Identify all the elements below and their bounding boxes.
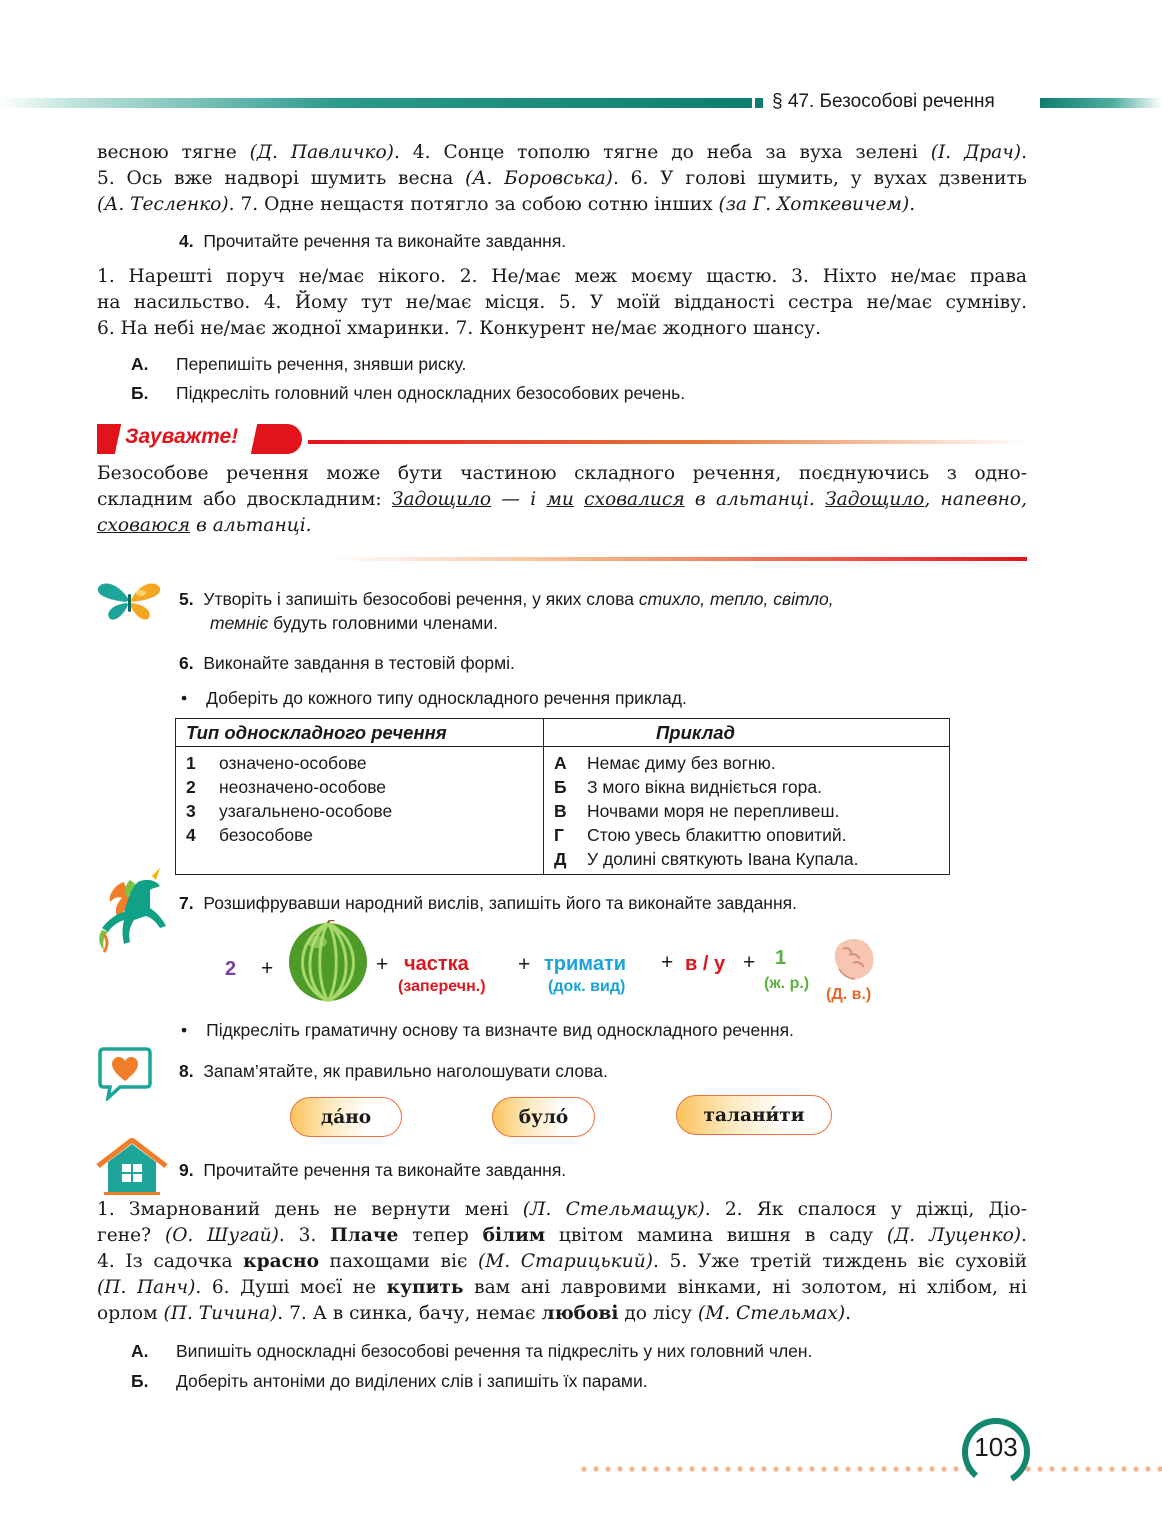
text-run: на насильство. 4. Йому тут не/має місця. 5. У моїй відданості сестра не/має сумніву. (97, 292, 1027, 313)
type-key: 4 (186, 825, 196, 845)
italic-run: — і (491, 489, 547, 510)
puzzle-number-2: 2 (225, 958, 237, 980)
text-run: . 6. Душі моєї не (195, 1277, 387, 1298)
type-key: 2 (186, 777, 196, 797)
underlined-word: сховалися (584, 489, 685, 510)
text-line (97, 166, 1027, 192)
text-line (97, 316, 1027, 342)
bold-word: купить (386, 1277, 464, 1298)
text-line (97, 1223, 1027, 1249)
example-row (554, 799, 949, 823)
text-run: . 3. (278, 1225, 331, 1246)
bold-word: Плаче (330, 1225, 399, 1246)
text-run: весною тягне (97, 142, 250, 163)
task-9-a-letter: А. (131, 1341, 149, 1361)
heart-chat-icon (96, 1047, 154, 1105)
task-9-a-text: Випишіть односкладні безособові речення та підкресліть у них головний член. (176, 1341, 813, 1361)
puzzle-plus: + (661, 951, 674, 974)
italic-run: (А. Боровська) (465, 168, 613, 189)
italic-run: (І. Драч) (930, 142, 1022, 163)
text-run: . 2. Як спалося у діжці, Діо- (704, 1199, 1027, 1220)
header-bar-left (0, 98, 752, 108)
text-run: . 7. Одне нещастя потягло за собою сотню інших (228, 194, 719, 215)
task-9-sentences (97, 1197, 1027, 1327)
italic-run: (А. Тесленко) (97, 194, 229, 215)
text-line (97, 487, 1027, 513)
example-value: У долині святкують Івана Купала. (587, 849, 859, 869)
underlined-word: Задощило (391, 489, 492, 510)
text-run: 1. Нарешті поруч не/має нікого. 2. Не/має меж моєму щастю. 3. Ніхто не/має права (97, 266, 1027, 287)
unicorn-icon (94, 868, 174, 958)
types-table (175, 718, 950, 875)
italic-run: в альтанці. (684, 489, 826, 510)
text-line (97, 513, 1027, 539)
underlined-word: Задощило (825, 489, 925, 510)
page-number: 103 (974, 1432, 1018, 1462)
fist-icon (829, 935, 877, 987)
note-text (97, 461, 1027, 539)
type-row (186, 799, 543, 823)
text-run: . (845, 1303, 852, 1324)
puzzle-trymaty-note: (док. вид) (548, 978, 626, 995)
bold-word: білим (482, 1225, 546, 1246)
bold-word: красно (243, 1251, 319, 1272)
task-6-instruction: 6. Виконайте завдання в тестовій формі. (179, 653, 515, 673)
section-title: § 47. Безособові речення (772, 91, 995, 112)
text-run: Безособове речення може бути частиною складного речення, поєднуючись з одно- (97, 463, 1027, 484)
italic-run: (М. Стельмах) (697, 1303, 846, 1324)
house-icon (96, 1138, 168, 1200)
type-row (186, 775, 543, 799)
text-run: . (909, 194, 916, 215)
type-row (186, 751, 543, 775)
intro-paragraph (97, 140, 1027, 218)
italic-run: (О. Шугай) (164, 1225, 279, 1246)
note-divider-bottom (330, 557, 1027, 561)
puzzle-number-1: 1 (775, 947, 787, 969)
example-value: З мого вікна видніється гора. (587, 777, 822, 797)
stress-word-dano: да́но (290, 1097, 402, 1137)
task-5-instruction: 5. Утворіть і запишіть безособові речення, у яких слова стихло, тепло, світло, темніє будуть головними членами. (179, 589, 834, 633)
example-key: А (554, 753, 567, 773)
italic-run: (М. Старицький) (477, 1251, 653, 1272)
example-key: Б (554, 777, 567, 797)
example-row (554, 751, 949, 775)
text-line (97, 1275, 1027, 1301)
header-square (755, 98, 763, 108)
text-run: . 4. Сонце тополю тягне до неба за вуха зелені (393, 142, 931, 163)
task-9-instruction: 9. Прочитайте речення та виконайте завдання. (179, 1160, 567, 1180)
puzzle-plus: + (518, 953, 531, 976)
task-9-b-text: Доберіть антоніми до виділених слів і запишіть їх парами. (176, 1371, 648, 1391)
note-label: Зауважте! (125, 425, 239, 448)
example-value: Стою увесь блакиттю оповитий. (587, 825, 847, 845)
example-row (554, 775, 949, 799)
italic-run: (Д. Павличко) (249, 142, 394, 163)
italic-run: в альтанці. (190, 515, 312, 536)
text-run: до лісу (618, 1303, 698, 1324)
text-run: гене? (97, 1225, 165, 1246)
text-run: 5. Ось вже надворі шумить весна (97, 168, 466, 189)
italic-run: (Д. Луценко) (886, 1225, 1022, 1246)
text-line (97, 192, 1027, 218)
table-header-example: Приклад (656, 722, 735, 743)
example-value: Немає диму без вогню. (587, 753, 776, 773)
italic-run: (за Г. Хоткевичем) (718, 194, 910, 215)
puzzle-chastka-note: (заперечн.) (398, 978, 486, 995)
puzzle-trymaty: тримати (544, 953, 627, 975)
task-4-a-letter: А. (131, 354, 149, 374)
text-run: 1. Змарнований день не вернути мені (97, 1199, 523, 1220)
header-bar-right (1040, 98, 1162, 108)
task-8-instruction: 8. Запам’ятайте, як правильно наголошувати слова. (179, 1061, 608, 1081)
italic-run (574, 489, 584, 510)
task-4-sentences (97, 264, 1027, 342)
text-run: орлом (97, 1303, 164, 1324)
task-4-instruction: 4. Прочитайте речення та виконайте завдання. (179, 231, 567, 251)
table-examples-column (544, 747, 949, 874)
italic-run: (Л. Стельмащук) (522, 1199, 705, 1220)
text-run: пахощами віє (318, 1251, 478, 1272)
task-7-instruction: 7. Розшифрувавши народний вислів, запишіть його та виконайте завдання. (179, 893, 797, 913)
puzzle-plus: + (376, 953, 389, 976)
example-value: Ночвами моря не перепливеш. (587, 801, 840, 821)
task-6-bullet: • Доберіть до кожного типу односкладного речення приклад. (181, 688, 687, 708)
text-line (97, 140, 1027, 166)
type-row (186, 823, 543, 847)
note-divider-top (308, 440, 1028, 444)
text-line (97, 1197, 1027, 1223)
type-value: узагальнено-особове (219, 801, 393, 821)
puzzle-v-u: в / у (685, 953, 726, 975)
text-run: тепер (398, 1225, 483, 1246)
text-run: 4. Із садочка (97, 1251, 244, 1272)
type-key: 1 (186, 753, 196, 773)
example-key: Д (554, 849, 567, 869)
table-types-column (176, 747, 544, 874)
watermelon-icon (287, 920, 369, 1006)
type-value: означено-особове (219, 753, 367, 773)
text-line (97, 290, 1027, 316)
text-line (97, 461, 1027, 487)
task-4-b-text: Підкресліть головний член односкладних безособових речень. (176, 383, 686, 403)
stress-word-talanyty: талани́ти (676, 1095, 832, 1135)
underlined-word: ми (546, 489, 574, 510)
italic-run: (П. Тичина) (163, 1303, 278, 1324)
task-9-b-letter: Б. (131, 1371, 149, 1391)
text-run: цвітом мамина вишня в саду (545, 1225, 887, 1246)
task-4-b-letter: Б. (131, 383, 149, 403)
text-run: 6. На небі не/має жодної хмаринки. 7. Конкурент не/має жодного шансу. (97, 318, 822, 339)
example-key: В (554, 801, 567, 821)
text-run: . 7. А в синка, бачу, немає (277, 1303, 542, 1324)
type-value: неозначено-особове (219, 777, 387, 797)
example-key: Г (554, 825, 564, 845)
type-value: безособове (219, 825, 314, 845)
example-row (554, 847, 949, 871)
puzzle-plus: + (261, 957, 274, 980)
text-run: вам ані лавровими вінками, ні золотом, ні хлібом, ні (463, 1277, 1027, 1298)
text-run: . (1021, 1225, 1027, 1246)
italic-run: (П. Панч) (97, 1277, 196, 1298)
example-row (554, 823, 949, 847)
text-run: . 5. Уже третій тиждень віє суховій (653, 1251, 1027, 1272)
stress-word-bulo: було́ (492, 1097, 595, 1137)
puzzle-number-1-note: (ж. р.) (764, 975, 810, 992)
table-header-type: Тип односкладного речення (176, 719, 544, 746)
bold-word: любові (541, 1303, 619, 1324)
puzzle-plus: + (743, 951, 756, 974)
puzzle-hand-note: (Д. в.) (826, 986, 872, 1003)
task-4-a-text: Перепишіть речення, знявши риску. (176, 354, 467, 374)
text-line (97, 264, 1027, 290)
italic-run: , напевно, (924, 489, 1027, 510)
text-run: . (1021, 142, 1027, 163)
underlined-word: сховаюся (97, 515, 191, 536)
text-run: складним або двоскладним: (97, 489, 392, 510)
text-line (97, 1249, 1027, 1275)
butterfly-icon (96, 578, 162, 626)
puzzle-chastka: частка (404, 953, 469, 975)
footer-dots (578, 1466, 1162, 1472)
type-key: 3 (186, 801, 196, 821)
text-run: . 6. У голові шумить, у вухах дзвенить (612, 168, 1027, 189)
text-line (97, 1301, 1027, 1327)
task-7-bullet: • Підкресліть граматичну основу та визначте вид односкладного речення. (181, 1020, 794, 1040)
